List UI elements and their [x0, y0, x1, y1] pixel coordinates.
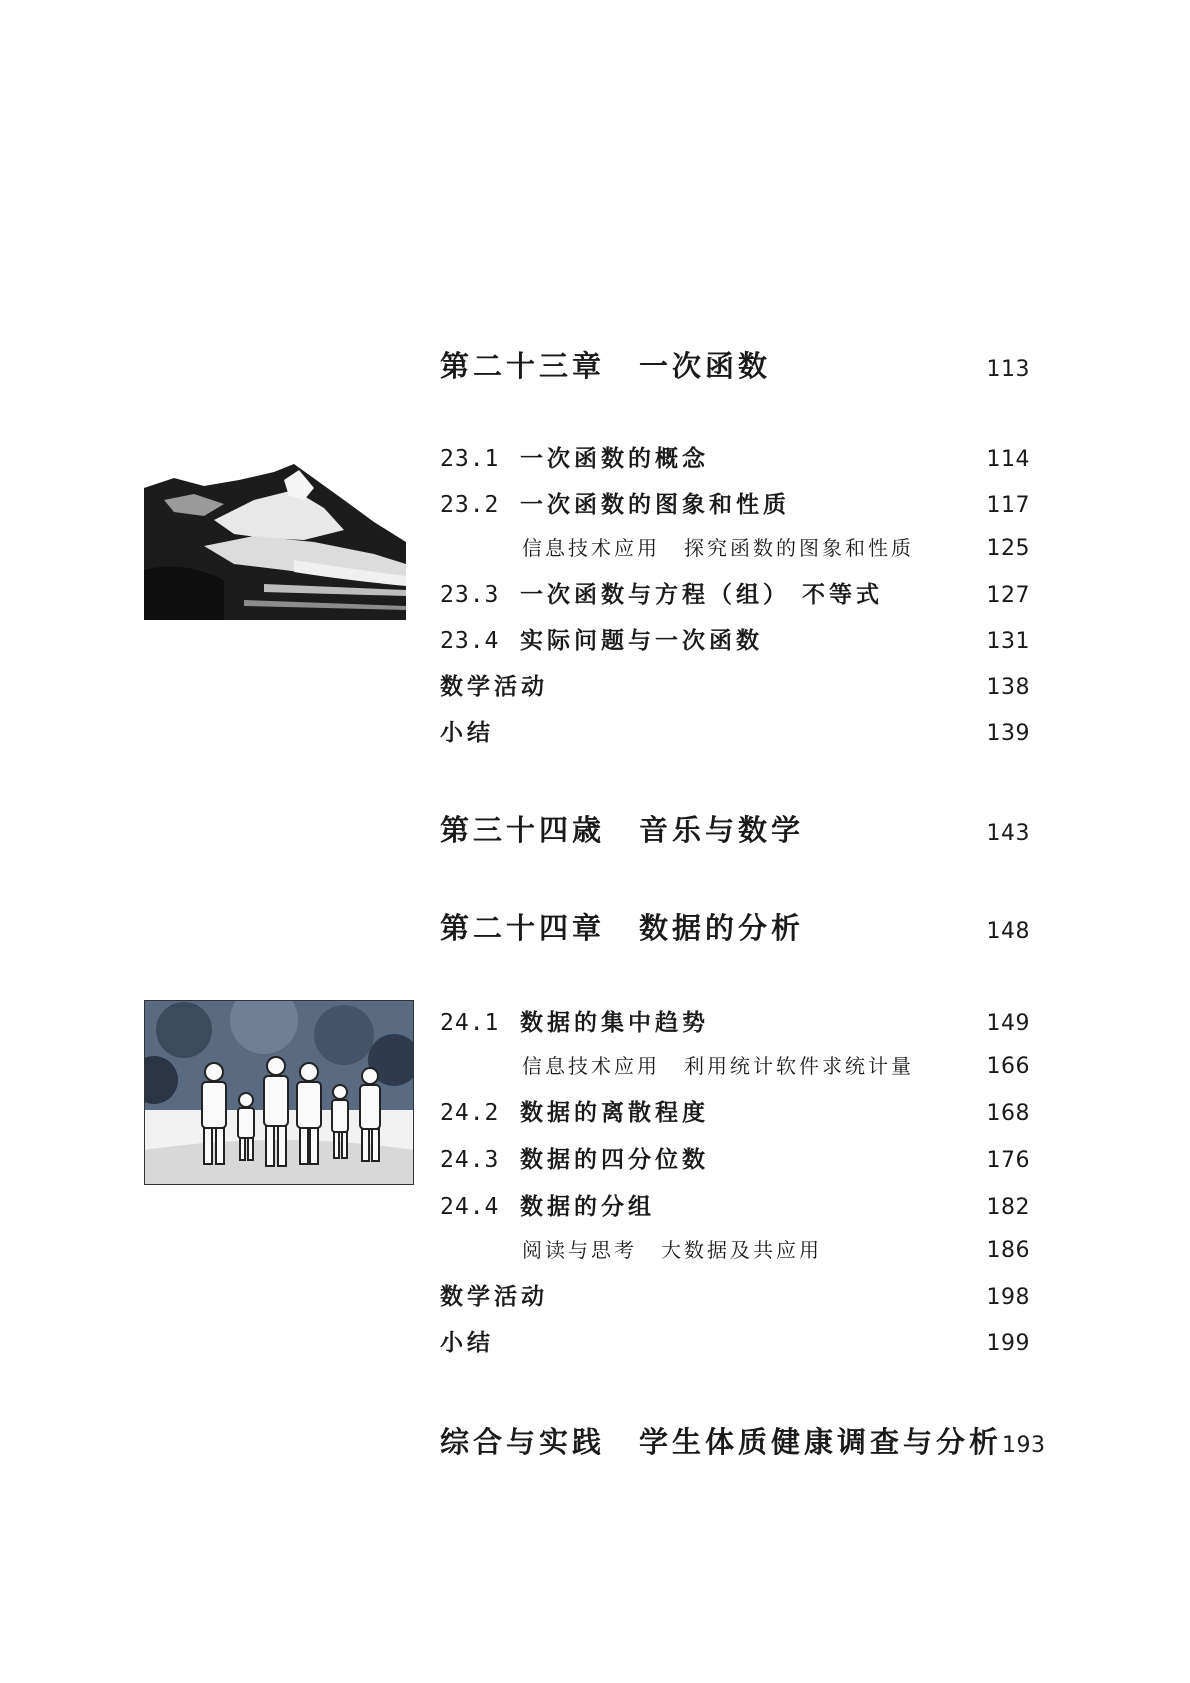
toc-summary-23[interactable]	[440, 714, 1030, 747]
page-number: 125	[986, 536, 1030, 561]
subsection-title: 利用统计软件求统计量	[684, 1054, 914, 1078]
chapter-title: 一次函数	[639, 349, 772, 383]
toc-summary-24[interactable]	[440, 1324, 1030, 1357]
toc-chapter-34[interactable]	[440, 808, 1030, 849]
chapter-title: 音乐与数学	[639, 813, 805, 847]
chapter-number: 第三十四歳	[440, 813, 606, 847]
toc-subsection-reading-24[interactable]	[440, 1234, 1030, 1263]
page-number: 148	[986, 919, 1030, 944]
page-number: 117	[986, 493, 1030, 518]
toc-section-23-3[interactable]	[440, 576, 1030, 609]
page-number: 176	[986, 1148, 1030, 1173]
subsection-title: 探究函数的图象和性质	[684, 536, 914, 560]
subsection-label: 信息技术应用	[522, 536, 660, 560]
section-title: 数据的分组	[520, 1193, 655, 1220]
page-number: 199	[986, 1331, 1030, 1356]
toc-chapter-24[interactable]	[440, 906, 1030, 947]
section-title: 数据的四分位数	[520, 1146, 709, 1173]
page-number: 127	[986, 583, 1030, 608]
page-number: 166	[986, 1054, 1030, 1079]
toc-activity-23[interactable]	[440, 668, 1030, 701]
section-number: 23.4	[440, 628, 500, 654]
page-number: 131	[986, 629, 1030, 654]
page-number: 198	[986, 1285, 1030, 1310]
section-title: 数据的集中趋势	[520, 1009, 709, 1036]
toc-section-23-2[interactable]	[440, 486, 1030, 519]
chapter-title: 数据的分析	[639, 911, 805, 945]
section-number: 23.3	[440, 582, 500, 608]
toc-section-24-2[interactable]	[440, 1094, 1030, 1127]
toc-section-23-1[interactable]	[440, 440, 1030, 473]
page-number: 139	[986, 721, 1030, 746]
entry-title: 小结	[440, 719, 494, 746]
section-title: 一次函数的图象和性质	[520, 491, 790, 518]
entry-title: 数学活动	[440, 1283, 548, 1310]
section-number: 24.1	[440, 1010, 500, 1036]
page-number: 149	[986, 1011, 1030, 1036]
family-image	[144, 1000, 414, 1185]
section-title: 实际问题与一次函数	[520, 627, 763, 654]
page-number: 138	[986, 675, 1030, 700]
chapter-number: 第二十三章	[440, 349, 606, 383]
toc-section-24-3[interactable]	[440, 1141, 1030, 1174]
page-number: 193	[1002, 1433, 1046, 1458]
toc-section-24-1[interactable]	[440, 1004, 1030, 1037]
section-title: 数据的离散程度	[520, 1099, 709, 1126]
toc-practice[interactable]	[440, 1420, 1046, 1461]
chapter-number: 综合与实践	[440, 1425, 606, 1459]
page-number: 114	[986, 447, 1030, 472]
family-walking-illustration	[144, 1000, 414, 1185]
toc-activity-24[interactable]	[440, 1278, 1030, 1311]
toc-subsection-info-tech-24[interactable]	[440, 1050, 1030, 1079]
page-number: 143	[986, 821, 1030, 846]
section-number: 24.4	[440, 1194, 500, 1220]
page-number: 182	[986, 1195, 1030, 1220]
section-number: 23.1	[440, 446, 500, 472]
entry-title: 数学活动	[440, 673, 548, 700]
subsection-title: 大数据及共应用	[661, 1238, 822, 1262]
section-number: 23.2	[440, 492, 500, 518]
page-number: 168	[986, 1101, 1030, 1126]
chapter-title: 学生体质健康调查与分析	[639, 1425, 1003, 1459]
section-number: 24.3	[440, 1147, 500, 1173]
section-title: 一次函数与方程（组） 不等式	[520, 581, 884, 608]
toc-subsection-info-tech-23[interactable]	[440, 532, 1030, 561]
page-number: 186	[986, 1238, 1030, 1263]
entry-title: 小结	[440, 1329, 494, 1356]
section-number: 24.2	[440, 1100, 500, 1126]
page-number: 113	[986, 357, 1030, 382]
mountain-image	[144, 460, 414, 620]
subsection-label: 阅读与思考	[522, 1238, 637, 1262]
chapter-number: 第二十四章	[440, 911, 606, 945]
subsection-label: 信息技术应用	[522, 1054, 660, 1078]
mountain-illustration	[144, 460, 414, 620]
section-title: 一次函数的概念	[520, 445, 709, 472]
toc-chapter-23[interactable]	[440, 344, 1030, 385]
toc-section-23-4[interactable]	[440, 622, 1030, 655]
toc-section-24-4[interactable]	[440, 1188, 1030, 1221]
